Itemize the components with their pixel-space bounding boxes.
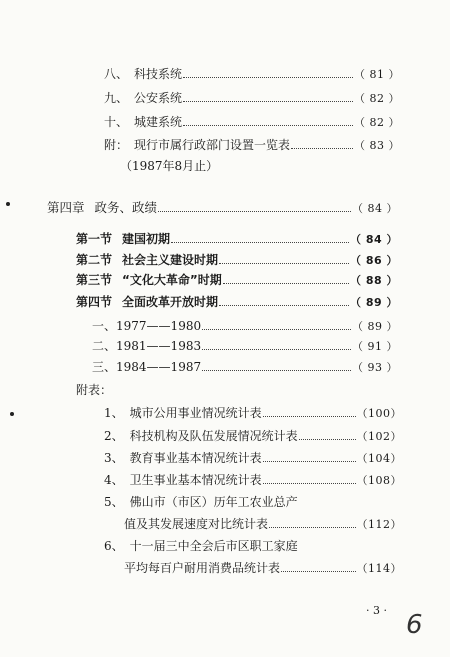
section-number: 第一节	[76, 232, 113, 246]
appendix-number: 3、	[104, 451, 124, 465]
subsection-page: （ 89 ）	[352, 320, 398, 333]
section-number: 第二节	[76, 253, 113, 267]
leader-dots	[263, 415, 356, 417]
subsection-title: 1977——1980	[116, 319, 202, 333]
entry-title: 科技系统	[134, 67, 183, 81]
binding-hole	[10, 412, 14, 416]
appendix-number: 5、	[104, 495, 124, 509]
entry-page: （ 83 ）	[354, 139, 400, 152]
appendix-number: 2、	[104, 429, 124, 443]
appendix-title: 值及其发展速度对比统计表	[124, 517, 269, 531]
leader-dots	[202, 348, 351, 350]
section-page: （ 89 ）	[350, 296, 398, 309]
leader-dots	[183, 124, 353, 126]
appendix-entry-continued[interactable]	[124, 516, 402, 533]
chapter-page: （ 84 ）	[352, 202, 398, 215]
toc-entry[interactable]	[104, 114, 400, 131]
entry-number: 九、	[104, 91, 129, 105]
appendix-title: 平均每百户耐用消费品统计表	[124, 561, 281, 575]
subsection-number: 一、	[92, 319, 117, 333]
appendix-entry[interactable]	[104, 450, 402, 467]
subsection-entry[interactable]	[92, 359, 398, 376]
entry-title: 城建系统	[134, 115, 183, 129]
handwritten-page-mark: 6	[406, 610, 423, 640]
entry-number: 十、	[104, 115, 129, 129]
appendix-entry[interactable]	[104, 538, 298, 554]
section-title: “文化大革命”时期	[122, 273, 222, 287]
appendix-entry-continued[interactable]	[124, 560, 402, 577]
leader-dots	[158, 210, 351, 212]
section-entry[interactable]	[76, 294, 398, 311]
section-title: 建国初期	[122, 232, 171, 246]
leader-dots	[202, 328, 351, 330]
entry-number: 附：	[104, 138, 129, 152]
chapter-number: 第四章	[47, 200, 85, 215]
appendix-label: 附表：	[76, 383, 113, 397]
chapter-entry[interactable]	[47, 200, 398, 217]
appendix-entry[interactable]	[104, 428, 402, 445]
leader-dots	[223, 282, 349, 284]
leader-dots	[281, 570, 355, 572]
appendix-page: （108）	[356, 474, 402, 487]
entry-page: （ 82 ）	[354, 116, 400, 129]
toc-entry[interactable]	[104, 66, 400, 83]
subsection-number: 二、	[92, 339, 117, 353]
appendix-title: 教育事业基本情况统计表	[129, 451, 262, 465]
subsection-entry[interactable]	[92, 338, 398, 355]
toc-entry[interactable]	[104, 90, 400, 107]
appendix-title: 佛山市（市区）历年工农业总产	[129, 495, 298, 509]
section-title: 全面改革开放时期	[122, 295, 219, 309]
section-page: （ 84 ）	[350, 233, 398, 246]
page-folio: · 3 ·	[366, 604, 387, 617]
subsection-number: 三、	[92, 360, 117, 374]
appendix-title: 十一届三中全会后市区职工家庭	[129, 539, 298, 553]
entry-number: 八、	[104, 67, 129, 81]
appendix-number: 4、	[104, 473, 124, 487]
leader-dots	[183, 76, 353, 78]
leader-dots	[299, 438, 356, 440]
section-entry[interactable]	[76, 252, 398, 269]
leader-dots	[171, 241, 349, 243]
appendix-page: （102）	[356, 430, 402, 443]
section-entry[interactable]	[76, 272, 398, 289]
appendix-title: 卫生事业基本情况统计表	[129, 473, 262, 487]
subsection-entry[interactable]	[92, 318, 398, 335]
appendix-entry[interactable]	[104, 494, 298, 510]
appendix-page: （104）	[356, 452, 402, 465]
binding-hole	[6, 202, 10, 206]
leader-dots	[263, 460, 356, 462]
appendix-date-note: （1987年8月止）	[120, 159, 219, 173]
entry-page: （ 82 ）	[354, 92, 400, 105]
leader-dots	[269, 526, 355, 528]
subsection-page: （ 91 ）	[352, 340, 398, 353]
appendix-page: （100）	[356, 407, 402, 420]
toc-entry[interactable]	[104, 137, 400, 154]
appendix-entry[interactable]	[104, 472, 402, 489]
leader-dots	[263, 482, 356, 484]
section-number: 第四节	[76, 295, 113, 309]
section-page: （ 86 ）	[350, 254, 398, 267]
chapter-title: 政务、政绩	[94, 200, 158, 215]
appendix-number: 1、	[104, 406, 124, 420]
leader-dots	[219, 262, 349, 264]
leader-dots	[219, 304, 349, 306]
subsection-page: （ 93 ）	[352, 361, 398, 374]
appendix-page: （112）	[356, 518, 402, 531]
leader-dots	[202, 369, 351, 371]
appendix-entry[interactable]	[104, 405, 402, 422]
section-number: 第三节	[76, 273, 113, 287]
appendix-title: 城市公用事业情况统计表	[129, 406, 262, 420]
subsection-title: 1984——1987	[116, 360, 202, 374]
section-entry[interactable]	[76, 231, 398, 248]
section-page: （ 88 ）	[350, 274, 398, 287]
appendix-number: 6、	[104, 539, 124, 553]
subsection-title: 1981——1983	[116, 339, 202, 353]
appendix-title: 科技机构及队伍发展情况统计表	[129, 429, 298, 443]
leader-dots	[183, 100, 353, 102]
appendix-page: （114）	[356, 562, 402, 575]
entry-title: 现行市属行政部门设置一览表	[134, 138, 291, 152]
entry-title: 公安系统	[134, 91, 183, 105]
leader-dots	[291, 147, 353, 149]
entry-page: （ 81 ）	[354, 68, 400, 81]
section-title: 社会主义建设时期	[122, 253, 219, 267]
